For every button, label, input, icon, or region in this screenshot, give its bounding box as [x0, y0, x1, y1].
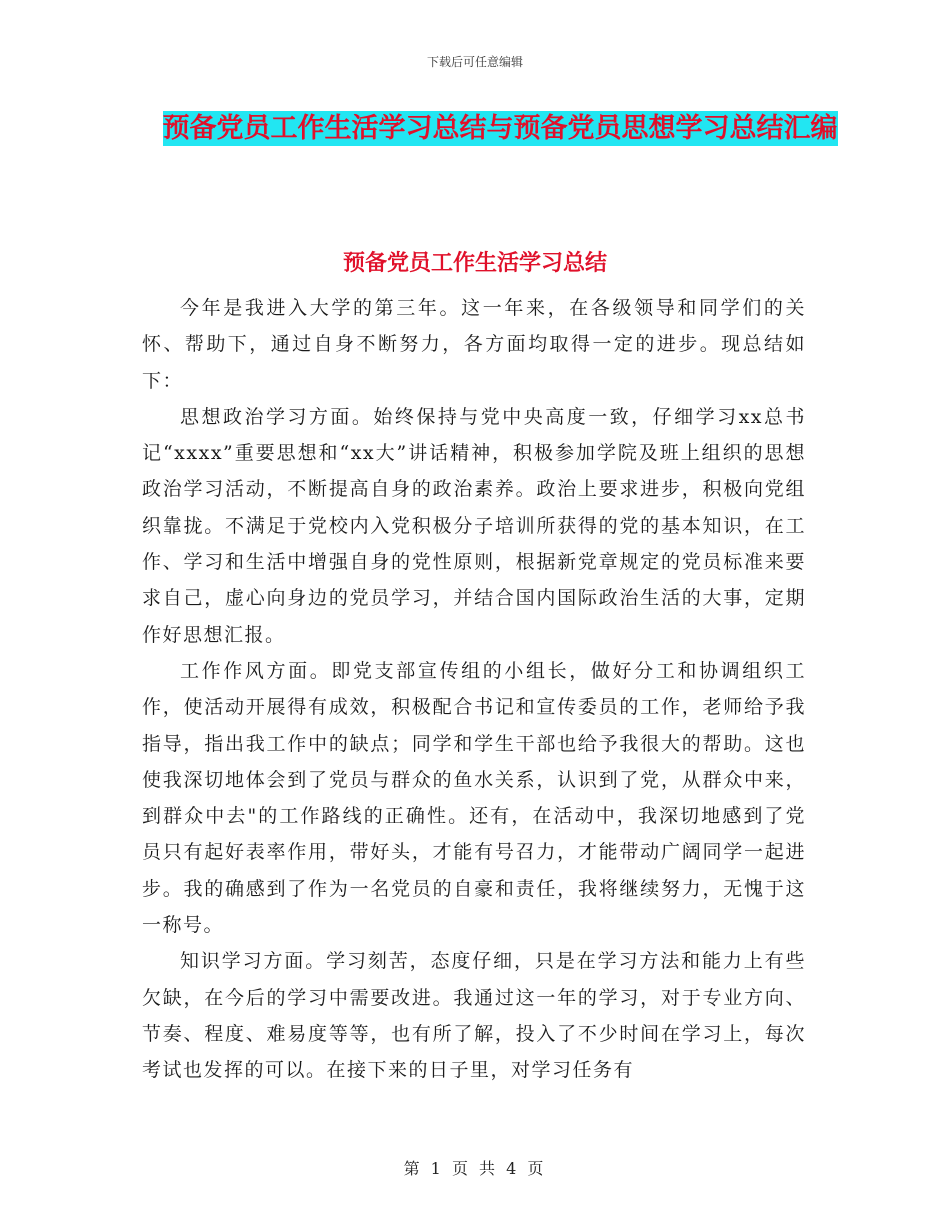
header-note: 下载后可任意编辑 [426, 55, 523, 69]
section-title: 预备党员工作生活学习总结 [342, 251, 607, 276]
document-body [142, 290, 806, 1089]
document-title-text: 预备党员工作生活学习总结与预备党员思想学习总结汇编 [162, 113, 838, 144]
document-title [150, 106, 850, 152]
paragraph: 知识学习方面。学习刻苦，态度仔细，只是在学习方法和能力上有些欠缺，在今后的学习中需要改进。我通过这一年的学习，对于专业方向、节奏、程度、难易度等等，也有所了解，投入了不少时间在学习上，每次考试也发挥的可以。在接下来的日子里，对学习任务有 [142, 950, 806, 1082]
paragraph: 思想政治学习方面。始终保持与党中央高度一致，仔细学习xx总书记“xxxx”重要思想和“xx大”讲话精神，积极参加学院及班上组织的思想政治学习活动，不断提高自身的政治素养。政治上要求进步，积极向党组织靠拢。不满足于党校内入党积极分子培训所获得的党的基本知识，在工作、学习和生活中增强自身的党性原则，根据新党章规定的党员标准来要求自己，虚心向身边的党员学习，并结合国内国际政治生活的大事，定期作好思想汇报。 [142, 405, 806, 646]
paragraph: 工作作风方面。即党支部宣传组的小组长，做好分工和协调组织工作，使活动开展得有成效，积极配合书记和宣传委员的工作，老师给予我指导，指出我工作中的缺点；同学和学生干部也给予我很大的帮助。这也使我深切地体会到了党员与群众的鱼水关系，认识到了党，从群众中来，到群众中去"的工作路线的正确性。还有，在活动中，我深切地感到了党员只有起好表率作用，带好头，才能有号召力，才能带动广阔同学一起进步。我的确感到了作为一名党员的自豪和责任，我将继续努力，无愧于这一称号。 [142, 659, 806, 937]
paragraph: 今年是我进入大学的第三年。这一年来，在各级领导和同学们的关怀、帮助下，通过自身不断努力，各方面均取得一定的进步。现总结如下： [142, 297, 806, 392]
page-footer: 第 1 页 共 4 页 [403, 1159, 547, 1178]
